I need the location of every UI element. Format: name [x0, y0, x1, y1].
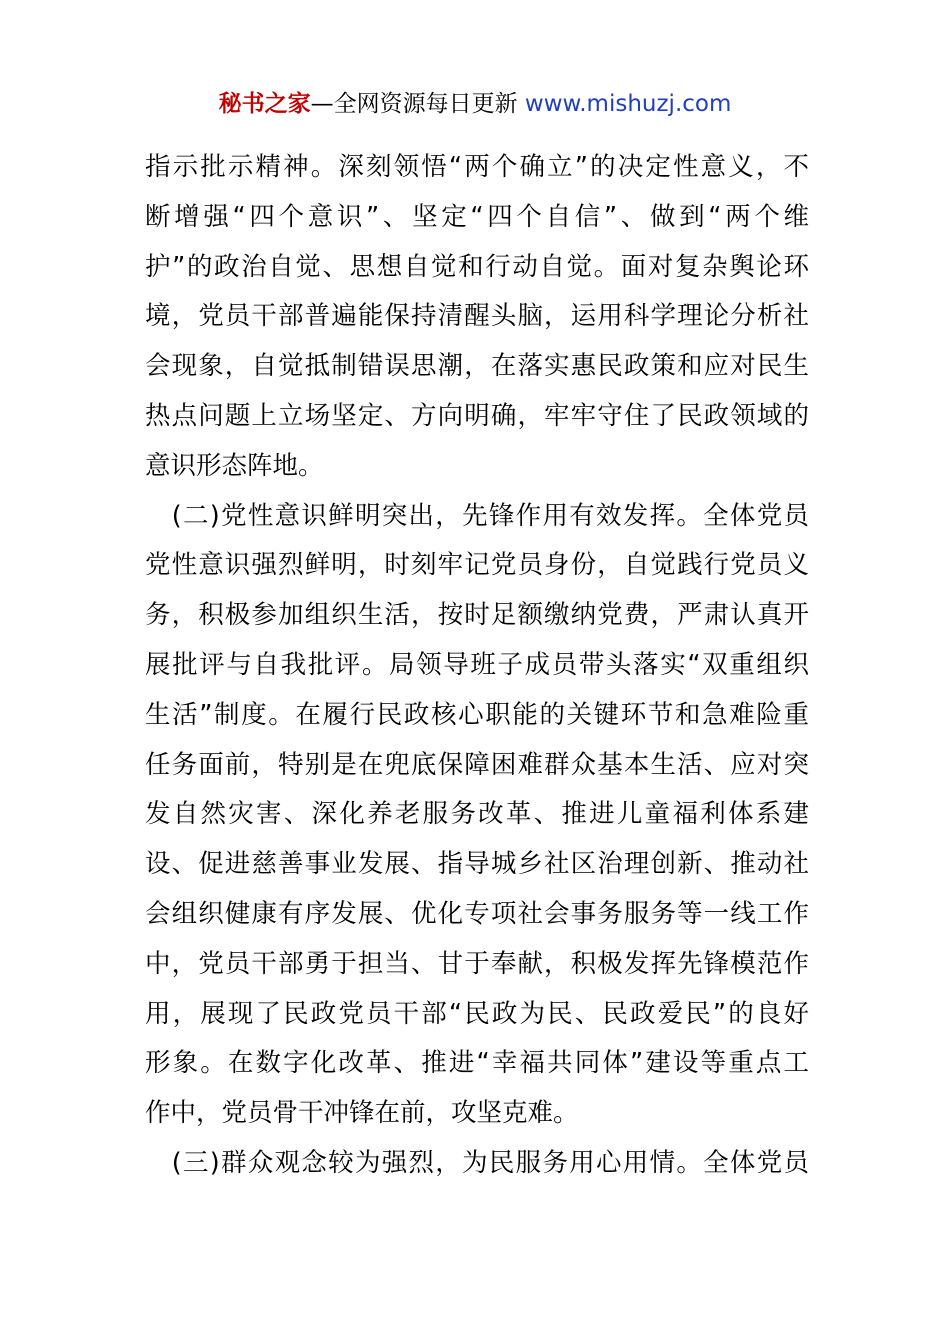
header-url-link[interactable]: www.mishuzj.com: [524, 91, 732, 117]
paragraph-1: [145, 143, 809, 492]
text-line: 护”的政治自觉、思想自觉和行动自觉。面对复杂舆论环: [145, 251, 809, 282]
text-line: 热点问题上立场坚定、方向明确，牢牢守住了民政领域的: [145, 400, 809, 431]
text-line: 任务面前，特别是在兜底保障困难群众基本生活、应对突: [145, 749, 809, 780]
text-line: 断增强“四个意识”、坚定“四个自信”、做到“两个维: [145, 201, 809, 232]
brand-name: 秘书之家: [218, 91, 311, 117]
paragraph-3: [145, 1139, 809, 1189]
document-body: [145, 143, 809, 1189]
text-line: 指示批示精神。深刻领悟“两个确立”的决定性意义，不: [145, 152, 809, 182]
text-line: 形象。在数字化改革、推进“幸福共同体”建设等重点工: [145, 1048, 809, 1079]
text-line: 设、促进慈善事业发展、指导城乡社区治理创新、推动社: [145, 849, 809, 880]
header-tagline: —全网资源每日更新: [310, 91, 518, 117]
text-line: 会组织健康有序发展、优化专项社会事务服务等一线工作: [145, 898, 809, 929]
text-line: 作中，党员骨干冲锋在前，攻坚克难。: [145, 1098, 579, 1129]
text-line: 务，积极参加组织生活，按时足额缴纳党费，严肃认真开: [145, 600, 809, 631]
text-line: 意识形态阵地。: [145, 450, 324, 481]
text-line: 发自然灾害、深化养老服务改革、推进儿童福利体系建: [145, 799, 809, 830]
text-line: (二)党性意识鲜明突出，先锋作用有效发挥。全体党员: [145, 500, 809, 531]
text-line: 用，展现了民政党员干部“民政为民、民政爱民”的良好: [145, 998, 809, 1029]
text-line: 展批评与自我批评。局领导班子成员带头落实“双重组织: [145, 649, 809, 680]
text-line: 党性意识强烈鲜明，时刻牢记党员身份，自觉践行党员义: [145, 550, 809, 581]
text-line: 境，党员干部普遍能保持清醒头脑，运用科学理论分析社: [145, 301, 809, 332]
text-line: 会现象，自觉抵制错误思潮，在落实惠民政策和应对民生: [145, 351, 809, 382]
text-line: 中，党员干部勇于担当、甘于奉献，积极发挥先锋模范作: [145, 948, 809, 979]
text-line: (三)群众观念较为强烈，为民服务用心用情。全体党员: [145, 1147, 809, 1178]
paragraph-2: [145, 492, 809, 1139]
text-line: 生活”制度。在履行民政核心职能的关键环节和急难险重: [145, 699, 809, 730]
page-header: [0, 86, 950, 122]
